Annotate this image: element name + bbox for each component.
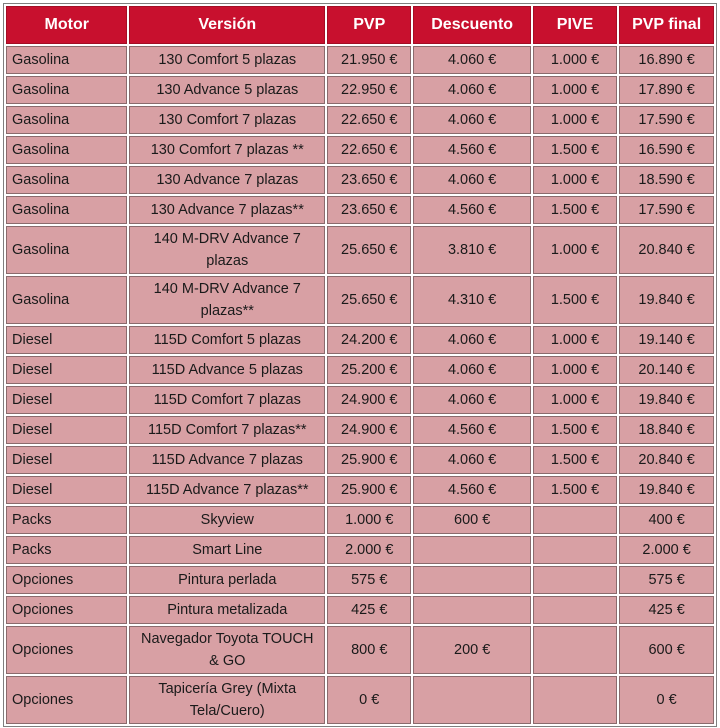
cell-pive: 1.000 €	[533, 46, 617, 74]
table-row	[6, 196, 714, 224]
cell-pvp-final: 575 €	[619, 566, 714, 594]
table-row	[6, 326, 714, 354]
cell-version: Skyview	[129, 506, 325, 534]
cell-pive	[533, 596, 617, 624]
cell-descuento: 200 €	[413, 626, 530, 674]
cell-version: Navegador Toyota TOUCH & GO	[129, 626, 325, 674]
cell-descuento	[413, 676, 530, 724]
cell-motor: Diesel	[6, 356, 127, 384]
cell-version: 115D Advance 5 plazas	[129, 356, 325, 384]
cell-motor: Opciones	[6, 596, 127, 624]
cell-motor: Gasolina	[6, 226, 127, 274]
cell-pive	[533, 566, 617, 594]
cell-version: 130 Advance 7 plazas**	[129, 196, 325, 224]
cell-pive: 1.000 €	[533, 386, 617, 414]
cell-pvp: 800 €	[327, 626, 411, 674]
cell-descuento: 4.060 €	[413, 446, 530, 474]
cell-descuento: 4.560 €	[413, 476, 530, 504]
cell-pvp: 24.200 €	[327, 326, 411, 354]
cell-motor: Opciones	[6, 566, 127, 594]
table-row	[6, 106, 714, 134]
cell-motor: Diesel	[6, 416, 127, 444]
table-row	[6, 46, 714, 74]
table-row	[6, 76, 714, 104]
cell-motor: Opciones	[6, 626, 127, 674]
header-version: Versión	[129, 6, 325, 44]
cell-pive: 1.500 €	[533, 416, 617, 444]
cell-motor: Gasolina	[6, 46, 127, 74]
cell-version: Pintura metalizada	[129, 596, 325, 624]
header-pvp: PVP	[327, 6, 411, 44]
cell-pive: 1.000 €	[533, 356, 617, 384]
header-pive: PIVE	[533, 6, 617, 44]
cell-version: 130 Advance 5 plazas	[129, 76, 325, 104]
cell-pvp: 25.650 €	[327, 276, 411, 324]
cell-pive	[533, 676, 617, 724]
cell-motor: Packs	[6, 506, 127, 534]
table-row	[6, 566, 714, 594]
table-row	[6, 416, 714, 444]
cell-pvp: 0 €	[327, 676, 411, 724]
cell-pvp: 25.900 €	[327, 446, 411, 474]
cell-version: 115D Advance 7 plazas**	[129, 476, 325, 504]
table-row	[6, 476, 714, 504]
table-row	[6, 166, 714, 194]
cell-descuento: 600 €	[413, 506, 530, 534]
cell-version: Pintura perlada	[129, 566, 325, 594]
cell-pvp: 575 €	[327, 566, 411, 594]
cell-version: 130 Comfort 7 plazas **	[129, 136, 325, 164]
cell-descuento	[413, 566, 530, 594]
cell-pvp-final: 20.840 €	[619, 226, 714, 274]
price-table-container	[3, 3, 717, 727]
cell-pvp: 23.650 €	[327, 196, 411, 224]
cell-motor: Diesel	[6, 326, 127, 354]
cell-pvp: 2.000 €	[327, 536, 411, 564]
cell-pvp-final: 425 €	[619, 596, 714, 624]
cell-pive	[533, 506, 617, 534]
cell-version: 115D Comfort 5 plazas	[129, 326, 325, 354]
price-table	[3, 3, 717, 727]
cell-pvp-final: 16.890 €	[619, 46, 714, 74]
cell-descuento	[413, 536, 530, 564]
cell-motor: Gasolina	[6, 276, 127, 324]
cell-pvp: 24.900 €	[327, 416, 411, 444]
table-row	[6, 626, 714, 674]
cell-pvp-final: 18.840 €	[619, 416, 714, 444]
cell-descuento: 4.060 €	[413, 326, 530, 354]
cell-pive: 1.000 €	[533, 226, 617, 274]
cell-pvp: 22.650 €	[327, 106, 411, 134]
cell-motor: Packs	[6, 536, 127, 564]
cell-pive: 1.500 €	[533, 136, 617, 164]
cell-version: 130 Comfort 7 plazas	[129, 106, 325, 134]
cell-pvp: 21.950 €	[327, 46, 411, 74]
cell-descuento: 4.560 €	[413, 416, 530, 444]
cell-pvp: 425 €	[327, 596, 411, 624]
cell-motor: Diesel	[6, 386, 127, 414]
cell-motor: Gasolina	[6, 166, 127, 194]
cell-pive: 1.000 €	[533, 166, 617, 194]
cell-pvp: 24.900 €	[327, 386, 411, 414]
cell-pive: 1.500 €	[533, 196, 617, 224]
cell-descuento: 4.560 €	[413, 136, 530, 164]
cell-pive: 1.500 €	[533, 476, 617, 504]
cell-pvp-final: 0 €	[619, 676, 714, 724]
cell-pvp: 25.900 €	[327, 476, 411, 504]
cell-descuento: 4.060 €	[413, 106, 530, 134]
cell-pvp-final: 600 €	[619, 626, 714, 674]
cell-pive: 1.500 €	[533, 276, 617, 324]
cell-pvp: 1.000 €	[327, 506, 411, 534]
cell-pvp-final: 18.590 €	[619, 166, 714, 194]
cell-descuento: 4.060 €	[413, 46, 530, 74]
cell-pvp-final: 17.590 €	[619, 196, 714, 224]
table-row	[6, 276, 714, 324]
cell-pive	[533, 626, 617, 674]
cell-pvp-final: 17.590 €	[619, 106, 714, 134]
table-row	[6, 536, 714, 564]
cell-descuento: 4.060 €	[413, 356, 530, 384]
cell-version: 115D Comfort 7 plazas	[129, 386, 325, 414]
cell-version: Tapicería Grey (Mixta Tela/Cuero)	[129, 676, 325, 724]
cell-motor: Gasolina	[6, 136, 127, 164]
cell-pvp-final: 400 €	[619, 506, 714, 534]
cell-pvp-final: 19.840 €	[619, 386, 714, 414]
header-pvp-final: PVP final	[619, 6, 714, 44]
cell-pvp-final: 19.840 €	[619, 276, 714, 324]
table-row	[6, 446, 714, 474]
cell-pvp: 22.650 €	[327, 136, 411, 164]
cell-motor: Diesel	[6, 446, 127, 474]
cell-version: Smart Line	[129, 536, 325, 564]
cell-pvp-final: 2.000 €	[619, 536, 714, 564]
cell-version: 115D Comfort 7 plazas**	[129, 416, 325, 444]
table-row	[6, 136, 714, 164]
table-row	[6, 386, 714, 414]
cell-pvp-final: 20.840 €	[619, 446, 714, 474]
cell-pvp-final: 17.890 €	[619, 76, 714, 104]
cell-version: 140 M-DRV Advance 7 plazas**	[129, 276, 325, 324]
cell-pvp-final: 19.140 €	[619, 326, 714, 354]
cell-version: 115D Advance 7 plazas	[129, 446, 325, 474]
cell-motor: Gasolina	[6, 196, 127, 224]
cell-pvp: 22.950 €	[327, 76, 411, 104]
cell-pvp-final: 16.590 €	[619, 136, 714, 164]
cell-descuento	[413, 596, 530, 624]
cell-descuento: 3.810 €	[413, 226, 530, 274]
cell-pive: 1.000 €	[533, 106, 617, 134]
header-motor: Motor	[6, 6, 127, 44]
cell-version: 140 M-DRV Advance 7 plazas	[129, 226, 325, 274]
table-row	[6, 676, 714, 724]
cell-pvp: 23.650 €	[327, 166, 411, 194]
table-row	[6, 356, 714, 384]
table-row	[6, 226, 714, 274]
cell-pvp-final: 19.840 €	[619, 476, 714, 504]
cell-pvp-final: 20.140 €	[619, 356, 714, 384]
cell-pive: 1.500 €	[533, 446, 617, 474]
cell-descuento: 4.310 €	[413, 276, 530, 324]
cell-descuento: 4.060 €	[413, 76, 530, 104]
cell-descuento: 4.060 €	[413, 166, 530, 194]
cell-descuento: 4.560 €	[413, 196, 530, 224]
header-row	[6, 6, 714, 44]
cell-pive	[533, 536, 617, 564]
cell-motor: Opciones	[6, 676, 127, 724]
cell-pvp: 25.650 €	[327, 226, 411, 274]
cell-motor: Diesel	[6, 476, 127, 504]
header-descuento: Descuento	[413, 6, 530, 44]
cell-pive: 1.000 €	[533, 76, 617, 104]
table-row	[6, 506, 714, 534]
cell-version: 130 Comfort 5 plazas	[129, 46, 325, 74]
cell-version: 130 Advance 7 plazas	[129, 166, 325, 194]
cell-pive: 1.000 €	[533, 326, 617, 354]
cell-motor: Gasolina	[6, 106, 127, 134]
table-row	[6, 596, 714, 624]
cell-descuento: 4.060 €	[413, 386, 530, 414]
cell-pvp: 25.200 €	[327, 356, 411, 384]
cell-motor: Gasolina	[6, 76, 127, 104]
